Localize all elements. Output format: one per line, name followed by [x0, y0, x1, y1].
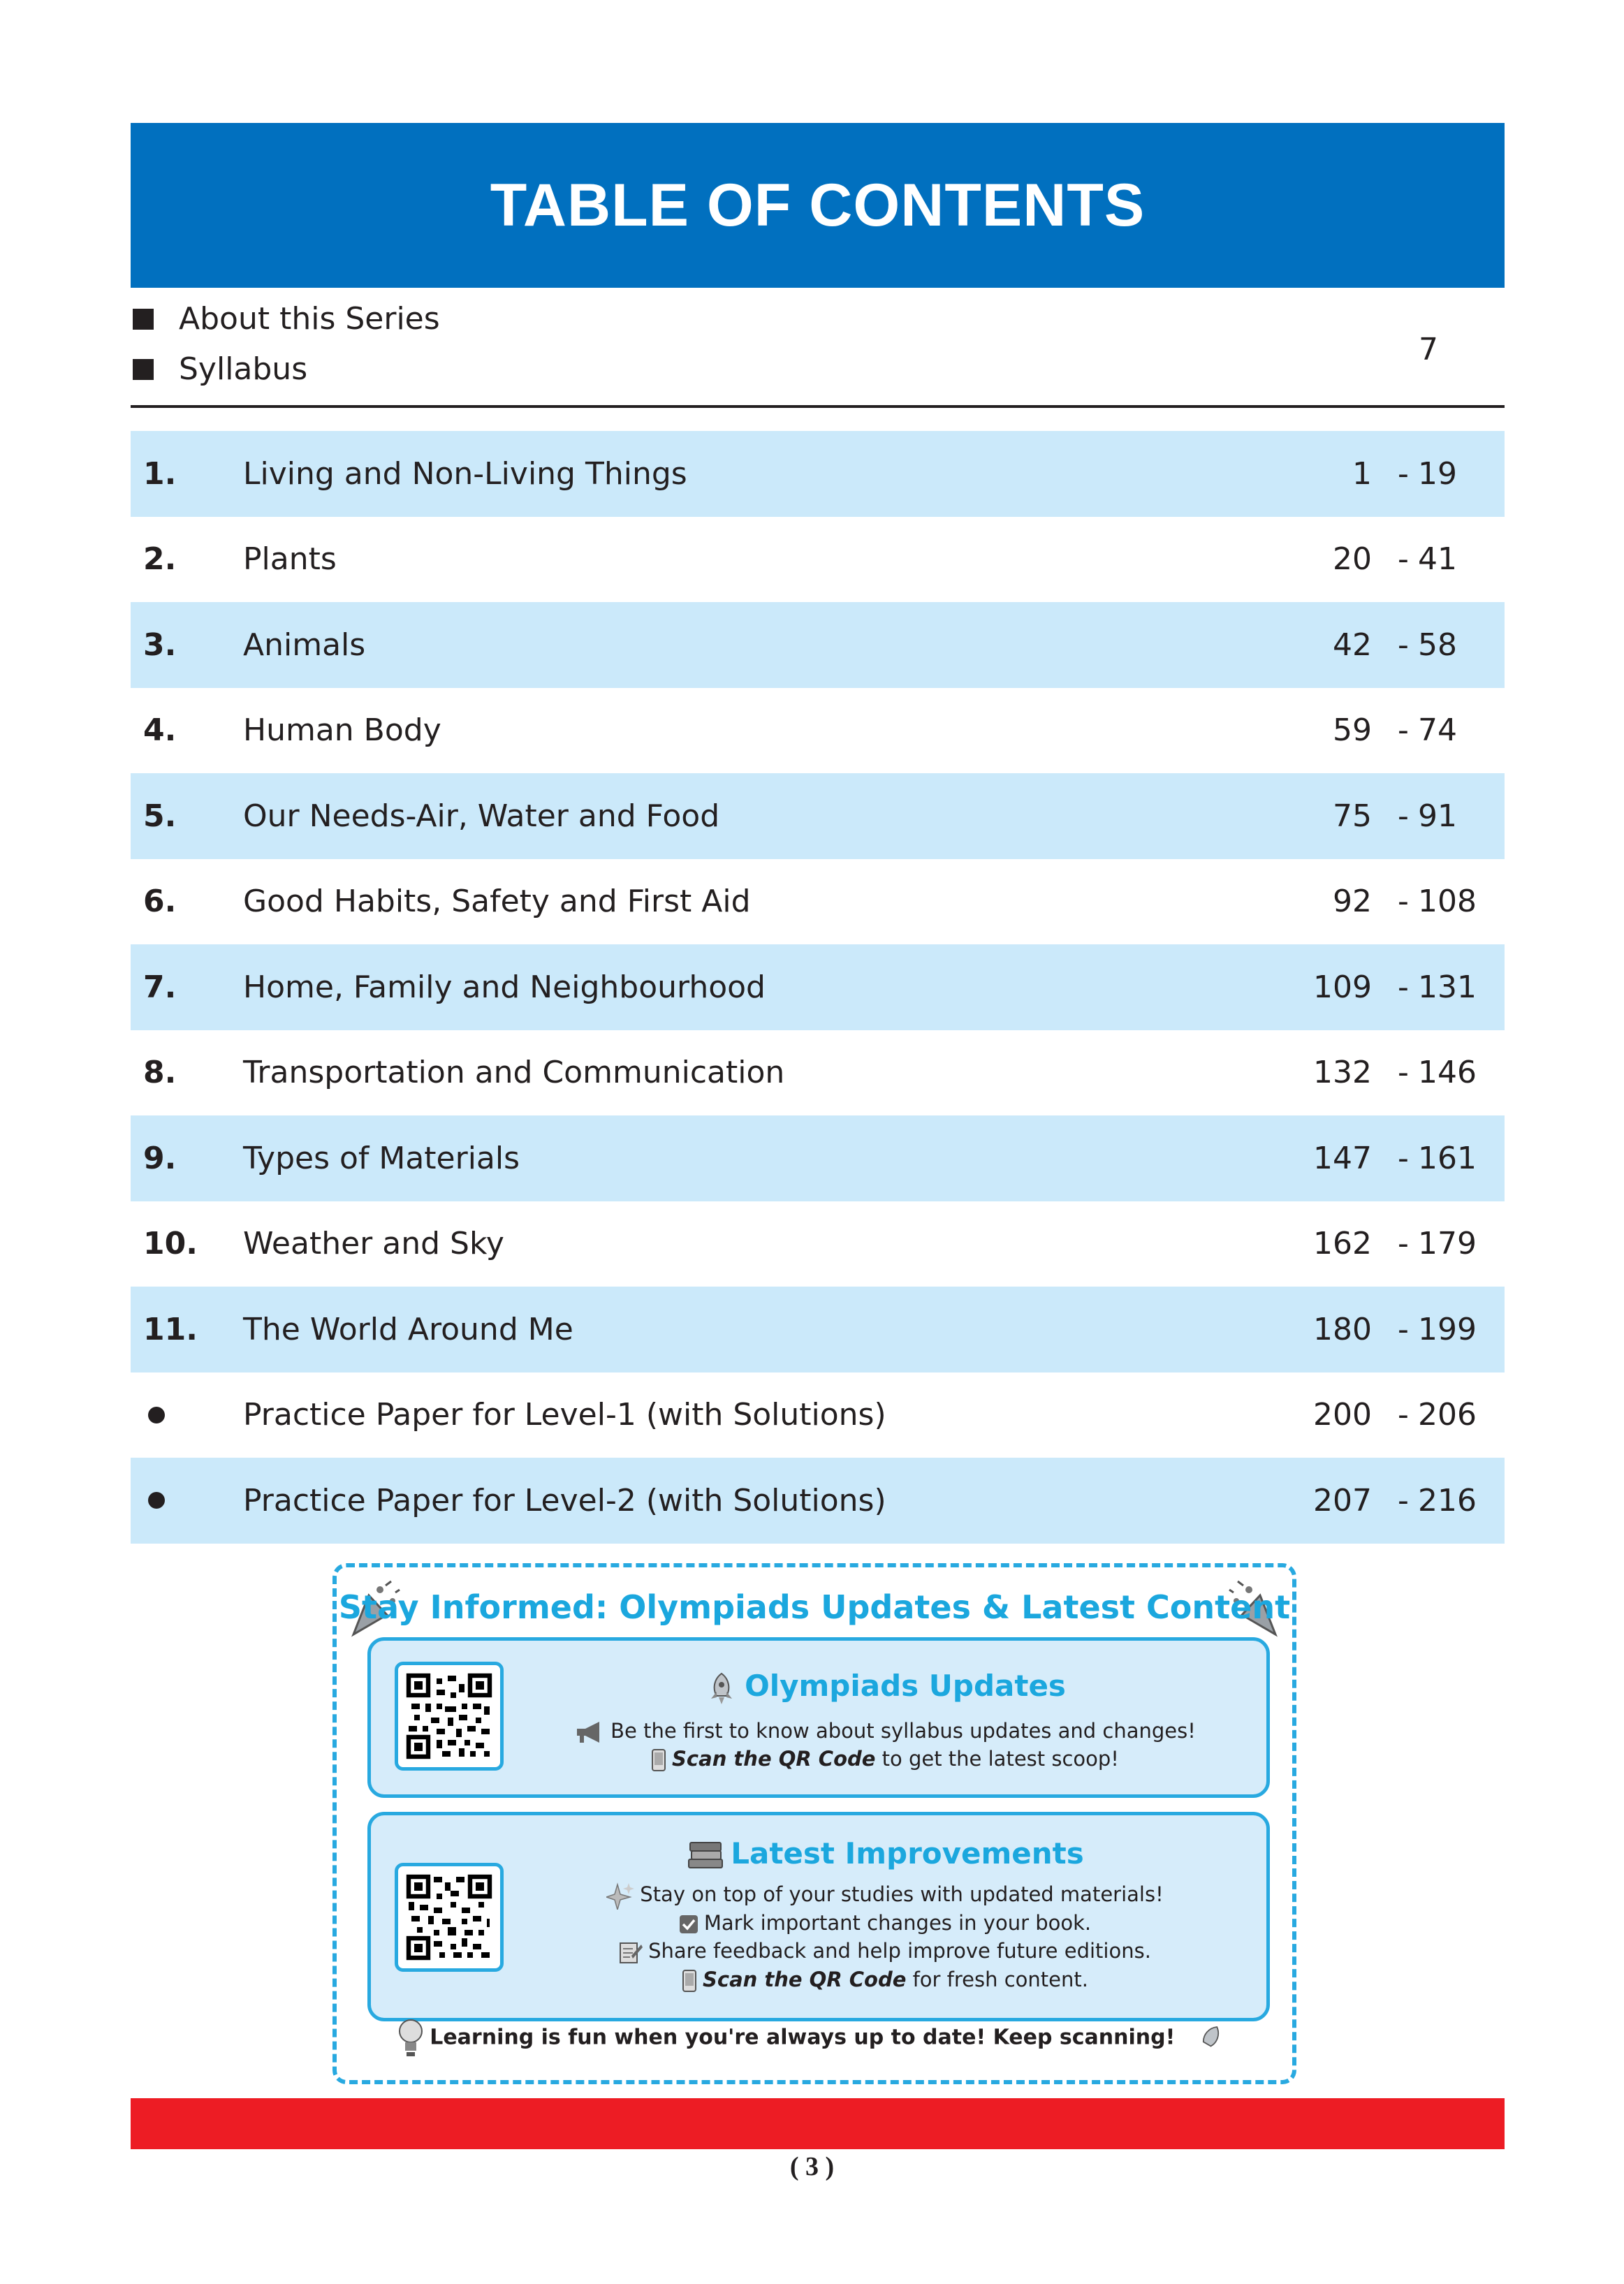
toc-row[interactable]: [131, 1201, 1505, 1287]
chapter-number: 6.: [143, 884, 177, 920]
toc-row[interactable]: [131, 859, 1505, 945]
chapter-title: Types of Materials: [243, 1140, 520, 1176]
page-end: 108: [1418, 884, 1477, 920]
chapter-title: Weather and Sky: [243, 1226, 504, 1262]
page-range-dash: -: [1398, 1055, 1409, 1091]
page-range-dash: -: [1398, 541, 1409, 578]
page-start: 162: [1313, 1226, 1372, 1262]
divider: [131, 405, 1505, 408]
page-title: TABLE OF CONTENTS: [490, 171, 1146, 239]
rocket-icon: [704, 1671, 739, 1706]
chapter-title: Our Needs-Air, Water and Food: [243, 798, 720, 834]
toc-row[interactable]: [131, 1287, 1505, 1372]
page-range-dash: -: [1398, 1226, 1409, 1262]
page-range-dash: -: [1398, 1140, 1409, 1176]
page-start: 59: [1333, 712, 1372, 749]
chapter-number: 9.: [143, 1140, 177, 1176]
page-end: 131: [1418, 969, 1477, 1005]
toc-row[interactable]: [131, 773, 1505, 859]
page-start: 1: [1352, 455, 1372, 492]
intro-item-label: Syllabus: [179, 351, 308, 387]
updates-title: Olympiads Updates: [504, 1669, 1266, 1706]
chapter-number: 1.: [143, 455, 177, 492]
page-end: 206: [1418, 1397, 1477, 1433]
info-box-title: Stay Informed: Olympiads Updates & Latest Content: [338, 1588, 1291, 1626]
page-end: 161: [1418, 1140, 1477, 1176]
updates-line-1: Be the first to know about syllabus updates and changes!: [504, 1719, 1266, 1744]
page-end: 19: [1418, 455, 1457, 492]
checkbox-icon: [679, 1915, 698, 1934]
books-icon: [686, 1840, 725, 1872]
page-start: 92: [1333, 884, 1372, 920]
toc-row[interactable]: [131, 1030, 1505, 1116]
intro-item-about[interactable]: [131, 301, 440, 337]
chapter-title: Transportation and Communication: [243, 1055, 785, 1091]
updates-line-2: Scan the QR Code to get the latest scoop!: [504, 1747, 1266, 1771]
intro-page-number: 7: [1419, 332, 1438, 367]
chapter-title: Practice Paper for Level-1 (with Solutions): [243, 1397, 886, 1433]
chapter-number: 2.: [143, 541, 177, 578]
chapter-title: Animals: [243, 627, 366, 663]
chapter-number: 7.: [143, 969, 177, 1005]
page-range-dash: -: [1398, 1397, 1409, 1433]
qr-code-improvements[interactable]: [395, 1863, 504, 1972]
square-bullet-icon: [133, 359, 154, 380]
toc-row[interactable]: [131, 602, 1505, 688]
phone-icon: [682, 1970, 697, 1992]
page-range-dash: -: [1398, 798, 1409, 834]
memo-icon: [619, 1940, 643, 1964]
page-number: ( 3 ): [789, 2152, 835, 2181]
page-end: 74: [1418, 712, 1457, 749]
page-start: 109: [1313, 969, 1372, 1005]
page-end: 91: [1418, 798, 1457, 834]
chapter-number: 11.: [143, 1311, 198, 1347]
page-end: 58: [1418, 627, 1457, 663]
intro-item-syllabus[interactable]: [131, 351, 307, 387]
improvements-line-4: Scan the QR Code for fresh content.: [504, 1968, 1266, 1992]
improvements-line-2: Mark important changes in your book.: [504, 1911, 1266, 1935]
improvements-line-3: Share feedback and help improve future editions.: [504, 1939, 1266, 1964]
page-end: 41: [1418, 541, 1457, 578]
toc-row[interactable]: [131, 431, 1505, 517]
page-start: 42: [1333, 627, 1372, 663]
page-start: 75: [1333, 798, 1372, 834]
toc-row[interactable]: [131, 1458, 1505, 1544]
chapter-title: Home, Family and Neighbourhood: [243, 969, 766, 1005]
chapter-title: Practice Paper for Level-2 (with Solutions): [243, 1482, 886, 1518]
lightbulb-icon: [397, 2017, 424, 2059]
improvements-line-1: Stay on top of your studies with updated materials!: [504, 1882, 1266, 1910]
sparkles-icon: [606, 1882, 634, 1910]
phone-icon: [651, 1749, 666, 1771]
toc-row[interactable]: [131, 944, 1505, 1030]
info-box: [332, 1563, 1296, 2084]
page-start: 207: [1313, 1482, 1372, 1518]
bullet-icon: [148, 1407, 165, 1423]
qr-code-updates[interactable]: [395, 1662, 504, 1771]
toc-row[interactable]: [131, 517, 1505, 603]
qr-code-icon: [406, 1874, 492, 1961]
page-end: 199: [1418, 1311, 1477, 1347]
chapter-number: 3.: [143, 627, 177, 663]
chapter-number: 10.: [143, 1226, 198, 1262]
page-end: 146: [1418, 1055, 1477, 1091]
page-start: 132: [1313, 1055, 1372, 1091]
intro-section: [131, 290, 1505, 409]
qr-code-icon: [406, 1673, 492, 1759]
page-range-dash: -: [1398, 1311, 1409, 1347]
rocket-icon: [1195, 2021, 1226, 2056]
page-range-dash: -: [1398, 1482, 1409, 1518]
page-start: 20: [1333, 541, 1372, 578]
toc-row[interactable]: [131, 1372, 1505, 1458]
footer-bar: [131, 2098, 1505, 2149]
bullet-icon: [148, 1492, 165, 1509]
updates-panel: [367, 1637, 1270, 1798]
chapter-number: 4.: [143, 712, 177, 749]
page-start: 180: [1313, 1311, 1372, 1347]
page-range-dash: -: [1398, 712, 1409, 749]
toc-row[interactable]: [131, 1115, 1505, 1201]
toc-list: [131, 431, 1505, 1544]
chapter-number: 5.: [143, 798, 177, 834]
chapter-title: Living and Non-Living Things: [243, 455, 687, 492]
square-bullet-icon: [133, 309, 154, 330]
chapter-title: Plants: [243, 541, 337, 578]
megaphone-icon: [574, 1720, 605, 1744]
chapter-title: Human Body: [243, 712, 441, 749]
page-range-dash: -: [1398, 884, 1409, 920]
chapter-number: 8.: [143, 1055, 177, 1091]
improvements-panel: [367, 1812, 1270, 2021]
chapter-title: The World Around Me: [243, 1311, 573, 1347]
page-end: 216: [1418, 1482, 1477, 1518]
improvements-title: Latest Improvements: [504, 1836, 1266, 1872]
page-range-dash: -: [1398, 627, 1409, 663]
chapter-title: Good Habits, Safety and First Aid: [243, 884, 751, 920]
info-box-footer: Learning is fun when you're always up to date! Keep scanning!: [337, 2017, 1292, 2059]
intro-item-label: About this Series: [179, 301, 440, 337]
toc-row[interactable]: [131, 688, 1505, 774]
page-start: 147: [1313, 1140, 1372, 1176]
page-range-dash: -: [1398, 969, 1409, 1005]
page-start: 200: [1313, 1397, 1372, 1433]
toc-header: [131, 123, 1505, 288]
page-end: 179: [1418, 1226, 1477, 1262]
page-range-dash: -: [1398, 455, 1409, 492]
